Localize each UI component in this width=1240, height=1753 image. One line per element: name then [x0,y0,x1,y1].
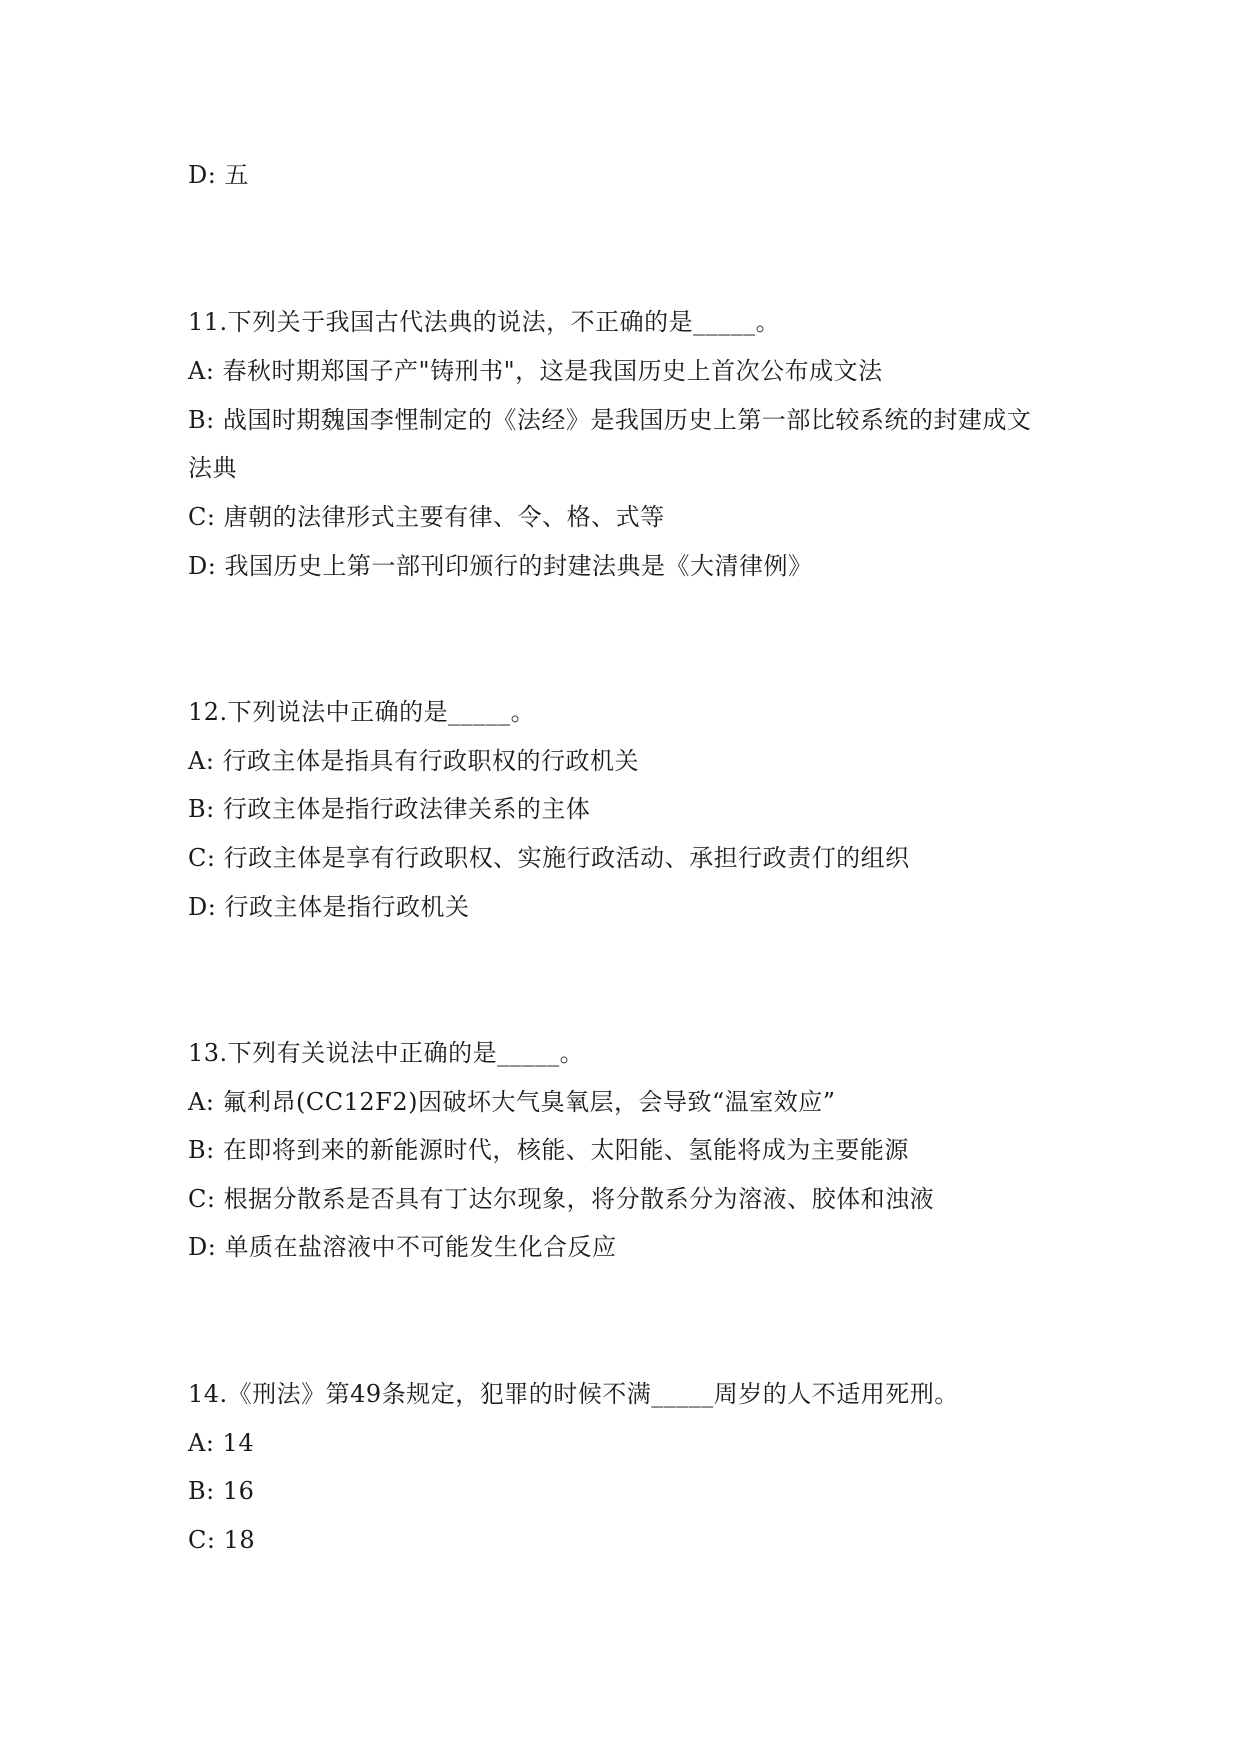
q12-option-d: D: 行政主体是指行政机关 [188,893,470,921]
q14-stem: 14.《刑法》第49条规定，犯罪的时候不满_____周岁的人不适用死刑。 [188,1380,959,1408]
q10-option-d: D: 五 [188,161,249,189]
q12-stem: 12.下列说法中正确的是_____。 [188,698,536,726]
q12-option-a: A: 行政主体是指具有行政职权的行政机关 [188,747,640,775]
q14-option-c: C: 18 [188,1526,256,1554]
q14-option-a: A: 14 [188,1429,255,1457]
q12-option-c: C: 行政主体是享有行政职权、实施行政活动、承担行政责仃的组织 [188,844,910,872]
q14-option-b: B: 16 [188,1477,255,1505]
q11-option-c: C: 唐朝的法律形式主要有律、令、格、式等 [188,503,665,531]
q11-option-b-cont: 法典 [188,454,237,482]
q11-option-d: D: 我国历史上第一部刊印颁行的封建法典是《大清律例》 [188,552,813,580]
q11-stem: 11.下列关于我国古代法典的说法，不正确的是_____。 [188,308,781,336]
q13-stem: 13.下列有关说法中正确的是_____。 [188,1039,585,1067]
q13-option-c: C: 根据分散系是否具有丁达尔现象，将分散系分为溶液、胶体和浊液 [188,1185,935,1213]
q11-option-a: A: 春秋时期郑国子产"铸刑书"，这是我国历史上首次公布成文法 [188,357,883,385]
q13-option-d: D: 单质在盐溶液中不可能发生化合反应 [188,1233,617,1261]
q13-option-a: A: 氟利昂(CC12F2)因破坏大气臭氧层，会导致“温室效应” [188,1088,836,1116]
q13-option-b: B: 在即将到来的新能源时代，核能、太阳能、氢能将成为主要能源 [188,1136,909,1164]
q11-option-b: B: 战国时期魏国李悝制定的《法经》是我国历史上第一部比较系统的封建成文 [188,406,1032,434]
q12-option-b: B: 行政主体是指行政法律关系的主体 [188,795,591,823]
